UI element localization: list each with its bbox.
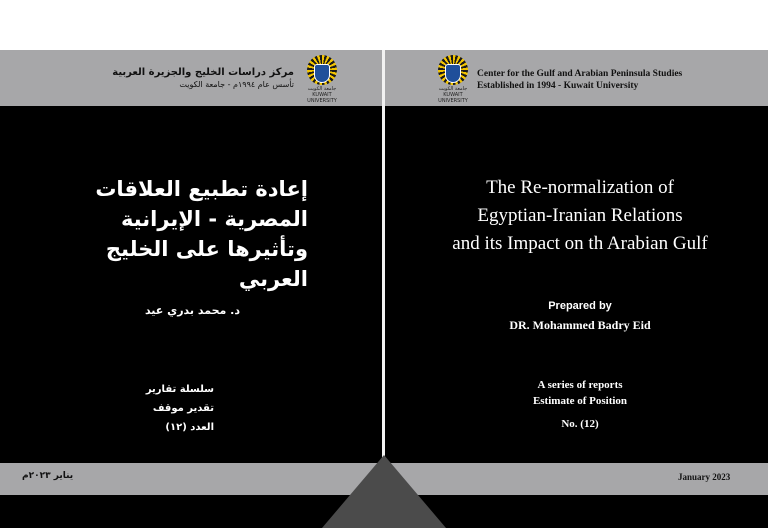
- english-series-line: Estimate of Position: [532, 395, 628, 407]
- logo-caption-en: KUWAIT UNIVERSITY: [438, 92, 468, 104]
- logo-caption-ar: جامعة الكويت: [307, 86, 337, 92]
- logo-caption-ar: جامعة الكويت: [438, 86, 468, 92]
- university-logo-icon: [307, 55, 337, 104]
- prepared-by-label: Prepared by: [548, 300, 612, 312]
- arabic-issue: العدد (١٢): [165, 422, 214, 433]
- arabic-title-line: إعادة تطبيع العلاقات: [95, 177, 308, 201]
- top-margin: [0, 0, 768, 50]
- arabic-series-line: سلسلة تقارير: [145, 384, 214, 395]
- arabic-title-line: وتأثيرها على الخليج العربي: [105, 237, 308, 291]
- english-author: DR. Mohammed Badry Eid: [509, 318, 651, 332]
- logo-caption-en: KUWAIT UNIVERSITY: [307, 92, 337, 104]
- university-logo-icon: [438, 55, 468, 104]
- english-title: [420, 174, 740, 258]
- english-series: [420, 377, 740, 409]
- arabic-series-line: تقدير موقف: [152, 403, 214, 414]
- arabic-title: [50, 174, 308, 294]
- arabic-header: [112, 66, 294, 90]
- english-title-line: Egyptian-Iranian Relations: [477, 205, 683, 226]
- shield-icon: [314, 64, 330, 83]
- arabic-series: [130, 380, 214, 437]
- english-series-line: A series of reports: [537, 379, 623, 391]
- english-established: Established in 1994 - Kuwait University: [477, 81, 639, 91]
- english-issue: No. (12): [561, 418, 599, 430]
- arabic-established: تأسس عام ١٩٩٤م - جامعة الكويت: [179, 80, 294, 89]
- arabic-title-line: المصرية - الإيرانية: [120, 207, 308, 231]
- arabic-center-name: مركز دراسات الخليج والجزيرة العربية: [112, 67, 294, 78]
- center-triangle: [322, 455, 446, 528]
- arabic-author: د. محمد بدري عيد: [144, 304, 240, 317]
- english-title-line: and its Impact on th Arabian Gulf: [452, 233, 708, 254]
- arabic-date: يناير ٢٠٢٣م: [22, 471, 74, 481]
- shield-icon: [445, 64, 461, 83]
- english-header: [477, 68, 682, 92]
- spine-divider: [382, 50, 385, 470]
- english-center-name: Center for the Gulf and Arabian Peninsula Studies: [477, 69, 683, 79]
- english-date: January 2023: [678, 472, 731, 482]
- english-title-line: The Re-normalization of: [486, 177, 674, 198]
